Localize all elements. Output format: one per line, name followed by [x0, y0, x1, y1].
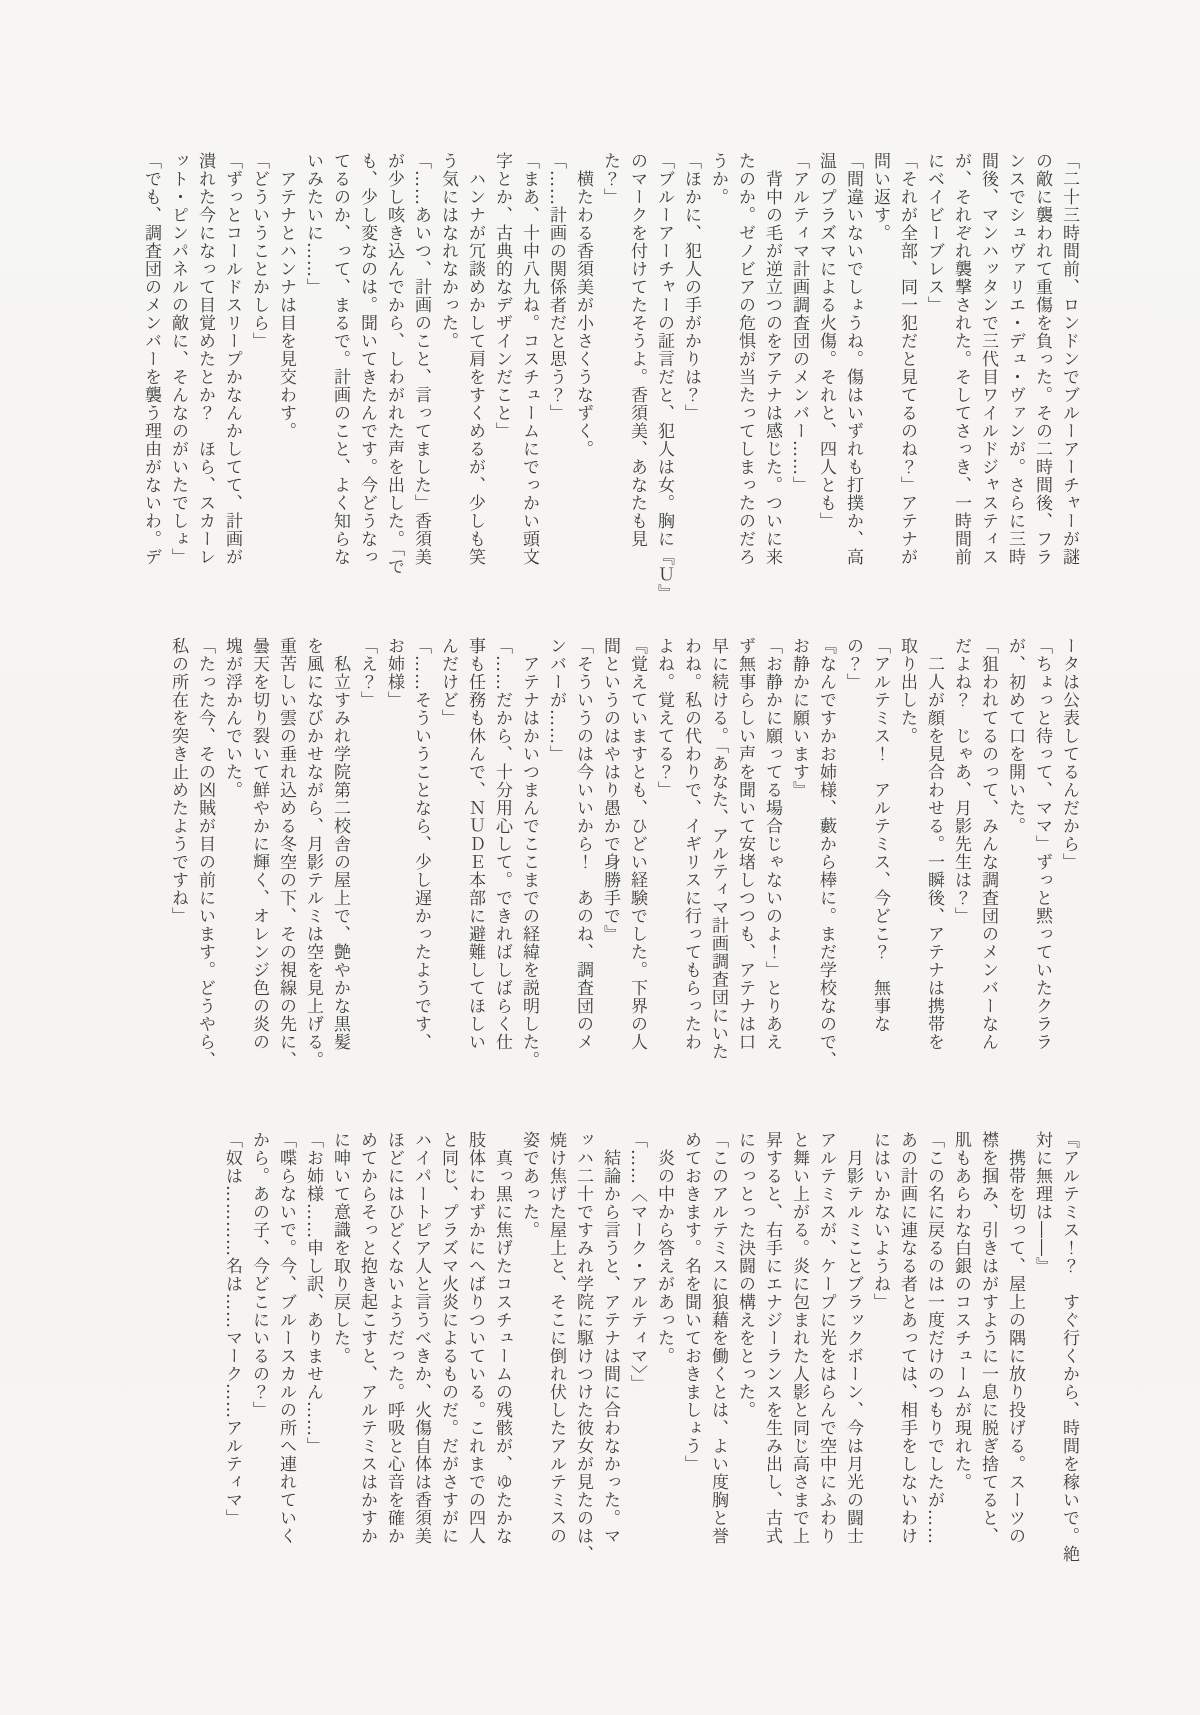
- text-column: 『なんですかお姉様、藪から棒に。まだ学校なので、: [816, 637, 836, 1069]
- text-column: 背中の毛が逆立つのをアテナは感じた。ついに来: [762, 152, 782, 566]
- text-block-1: [137, 152, 1082, 612]
- text-column: 「アルティマ計画調査団のメンバー……」: [789, 152, 809, 494]
- text-column: が、それぞれ襲撃された。そしてさっき、一時間前: [951, 152, 971, 566]
- text-column: お姉様」: [384, 637, 404, 709]
- text-column: 早に続ける。「あなた、アルティマ計画調査団にいた: [708, 637, 728, 1061]
- text-column: 私の所在を突き止めたようですね」: [168, 637, 188, 925]
- text-column: めておきます。名を聞いておきましょう」: [681, 1131, 701, 1473]
- text-column: う気にはなれなかった。: [438, 152, 458, 350]
- text-column: アルテミスが、ケープに光をはらんで空中にふわり: [816, 1131, 836, 1545]
- text-column: 「でも、調査団のメンバーを襲う理由がないわ。デ: [141, 152, 161, 566]
- text-column: 「……計画の関係者だと思う？」: [546, 152, 566, 422]
- text-column: の敵に襲われて重傷を負った。その二時間後、フラ: [1032, 152, 1052, 566]
- text-column: 重苦しい雲の垂れ込める冬空の下、その視線の先に、: [276, 637, 296, 1069]
- text-column: あの計画に連なる者とあっては、相手をしないわけ: [897, 1131, 917, 1545]
- text-column: んだけど」: [438, 637, 458, 727]
- text-column: に呻いて意識を取り戻した。: [330, 1131, 350, 1365]
- text-column: 「お姉様……申し訳、ありません……」: [303, 1131, 323, 1455]
- text-column: ンバーが……」: [546, 637, 566, 763]
- text-column: 昇すると、右手にエナジーランスを生み出し、古式: [762, 1131, 782, 1545]
- text-column: 曇天を切り裂いて鮮やかに輝く、オレンジ色の炎の: [249, 637, 269, 1051]
- text-column: と舞い上がる。炎に包まれた人影と同じ高さまで上: [789, 1131, 809, 1545]
- text-column: アテナとハンナは目を見交わす。: [276, 152, 296, 440]
- text-column: 「……〈マーク・アルティマ〉」: [627, 1131, 647, 1393]
- text-block-2: [164, 637, 1082, 1097]
- text-column: 結論から言うと、アテナは間に合わなかった。マ: [600, 1131, 620, 1545]
- text-column: 肌もあらわな白銀のコスチュームが現れた。: [951, 1131, 971, 1491]
- text-column: 『アルテミス！？ すぐ行くから、時間を稼いで。絶: [1059, 1131, 1079, 1563]
- text-column: だよね？ じゃあ、月影先生は？」: [951, 637, 971, 925]
- text-column: と同じ、プラズマ火炎によるものだ。だがさすがに: [438, 1131, 458, 1545]
- text-column: 「ちょっと待って、ママ」ずっと黙っていたクララ: [1032, 637, 1052, 1051]
- text-column: 「奴は…………名は……マーク……アルティマ」: [222, 1131, 242, 1527]
- text-column: 「ブルーアーチャーの証言だと、犯人は女。胸に『Ｕ』: [654, 152, 674, 602]
- text-column: ハイパートピア人と言うべきか、火傷自体は香須美: [411, 1131, 431, 1545]
- text-column: にはいかないようね」: [870, 1131, 890, 1311]
- text-column: 「二十三時間前、ロンドンでブルーアーチャーが謎: [1059, 152, 1079, 566]
- text-column: 「喋らないで。今、ブルースカルの所へ連れていく: [276, 1131, 296, 1545]
- text-column: 温のプラズマによる火傷。それと、四人とも」: [816, 152, 836, 530]
- text-column: 潰れた今になって目覚めたとか？ ほら、スカーレ: [195, 152, 215, 566]
- text-column: わね。私の代わりで、イギリスに行ってもらったわ: [681, 637, 701, 1051]
- text-column: 「ほかに、犯人の手がかりは？」: [681, 152, 701, 422]
- text-column: 「お静かに願ってる場合じゃないのよ！」とりあえ: [762, 637, 782, 1051]
- text-column: にベイビーブレス」: [924, 152, 944, 314]
- text-column: にのっとった決闘の構えをとった。: [735, 1131, 755, 1419]
- text-column: 焼け焦げた屋上と、そこに倒れ伏したアルテミスの: [546, 1131, 566, 1545]
- text-column: ット・ピンパネルの敵に、そんなのがいたでしょ」: [168, 152, 188, 566]
- text-column: 塊が浮かんでいた。: [222, 637, 242, 799]
- text-column: 対に無理は――』: [1032, 1131, 1052, 1275]
- text-column: アテナはかいつまんでここまでの経緯を説明した。: [519, 637, 539, 1069]
- text-column: 真っ黒に焦げたコスチュームの残骸が、ゆたかな: [492, 1131, 512, 1545]
- text-column: たのか。ゼノビアの危惧が当たってしまったのだろ: [735, 152, 755, 566]
- text-column: てるのか、って、まるで。計画のこと、よく知らな: [330, 152, 350, 566]
- text-column: よね。覚えてる？」: [654, 637, 674, 799]
- text-column: 「え？」: [357, 637, 377, 709]
- text-column: 「ずっとコールドスリープかなんかしてて、計画が: [222, 152, 242, 566]
- text-column: お静かに願います』: [789, 637, 809, 799]
- text-column: 横たわる香須美が小さくうなずく。: [573, 152, 593, 458]
- text-column: 襟を掴み、引きはがすように一息に脱ぎ捨てると、: [978, 1131, 998, 1545]
- text-column: ほどにはひどくないようだった。呼吸と心音を確か: [384, 1131, 404, 1545]
- text-column: 携帯を切って、屋上の隅に放り投げる。スーツの: [1005, 1131, 1025, 1545]
- text-column: ッハ二十ですみれ学院に駆けつけた彼女が見たのは、: [573, 1131, 593, 1563]
- text-column: 事も任務も休んで、ＮＵＤＥ本部に避難してほしい: [465, 637, 485, 1051]
- text-column: 月影テルミことブラックボーン、今は月光の闘士: [843, 1131, 863, 1545]
- text-column: 問い返す。: [870, 152, 890, 242]
- text-column: うか。: [708, 152, 728, 206]
- text-column: 間後、マンハッタンで三代目ワイルドジャスティス: [978, 152, 998, 566]
- text-column: 「たった今、その凶賊が目の前にいます。どうやら、: [195, 637, 215, 1069]
- text-column: 「この名に戻るのは一度だけのつもりでしたが……: [924, 1131, 944, 1545]
- text-column: 「このアルテミスに狼藉を働くとは、よい度胸と誉: [708, 1131, 728, 1545]
- text-column: ハンナが冗談めかして肩をすくめるが、少しも笑: [465, 152, 485, 566]
- text-column: 「……そういうことなら、少し遅かったようです、: [411, 637, 431, 1051]
- text-column: 『覚えていますとも、ひどい経験でした。下界の人: [627, 637, 647, 1051]
- text-column: が少し咳き込んでから、しわがれた声を出した。「で: [384, 152, 404, 576]
- text-column: 「アルテミス！ アルテミス、今どこ？ 無事な: [870, 637, 890, 1033]
- text-column: 「……だから、十分用心して。できればしばらく仕: [492, 637, 512, 1051]
- text-column: 「……あいつ、計画のこと、言ってました」香須美: [411, 152, 431, 566]
- text-column: 姿であった。: [519, 1131, 539, 1239]
- text-column: 私立すみれ学院第二校舎の屋上で、艶やかな黒髪: [330, 637, 350, 1051]
- text-column: 「そういうのは今いいから！ あのね、調査団のメ: [573, 637, 593, 1051]
- text-column: めてからそっと抱き起こすと、アルテミスはかすか: [357, 1131, 377, 1545]
- text-column: を風になびかせながら、月影テルミは空を見上げる。: [303, 637, 323, 1069]
- text-column: の？」: [843, 637, 863, 691]
- text-column: ータは公表してるんだから」: [1059, 637, 1079, 871]
- text-column: いみたいに……」: [303, 152, 323, 296]
- text-column: 取り出した。: [897, 637, 917, 745]
- text-column: 「間違いないでしょうね。傷はいずれも打撲か、高: [843, 152, 863, 566]
- text-column: 間というのはやはり愚かで身勝手で』: [600, 637, 620, 943]
- text-column: た？」: [600, 152, 620, 206]
- text-column: 炎の中から答えがあった。: [654, 1131, 674, 1365]
- text-column: も、少し変なのは。聞いてきたんです。今どうなっ: [357, 152, 377, 566]
- text-column: 「どういうことかしら」: [249, 152, 269, 350]
- text-block-3: [218, 1131, 1082, 1601]
- text-column: から。あの子、今どこにいるの？」: [249, 1131, 269, 1419]
- text-column: 「それが全部、同一犯だと見てるのね？」アテナが: [897, 152, 917, 566]
- text-column: が、初めて口を開いた。: [1005, 637, 1025, 835]
- text-column: 「まあ、十中八九ね。コスチュームにでっかい頭文: [519, 152, 539, 566]
- text-column: 二人が顔を見合わせる。一瞬後、アテナは携帯を: [924, 637, 944, 1051]
- text-column: ず無事らしい声を聞いて安堵しつつも、アテナは口: [735, 637, 755, 1051]
- text-column: 肢体にわずかにへばりついている。これまでの四人: [465, 1131, 485, 1545]
- text-column: ンスでシュヴァリエ・デュ・ヴァンが。さらに三時: [1005, 152, 1025, 566]
- text-column: 「狙われてるのって、みんな調査団のメンバーなん: [978, 637, 998, 1051]
- text-column: 字とか、古典的なデザインだこと」: [492, 152, 512, 440]
- text-column: のマークを付けてたそうよ。香須美、あなたも見: [627, 152, 647, 548]
